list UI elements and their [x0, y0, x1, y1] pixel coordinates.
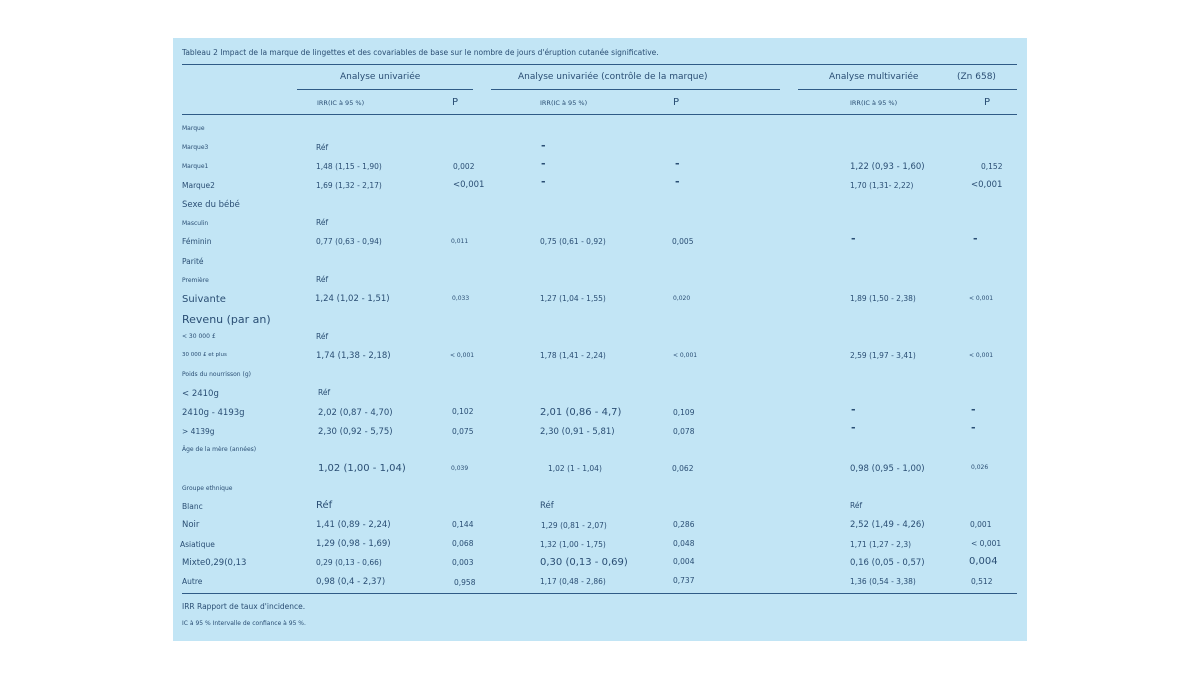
- cell-blanc-irr2: Réf: [540, 501, 554, 511]
- p-header-1: P: [452, 97, 459, 108]
- cell-noir-irr2: 1,29 (0,81 - 2,07): [541, 521, 607, 530]
- cell-masculin-irr1: Réf: [316, 218, 329, 227]
- irr-header-1: IRR(IC à 95 %): [317, 99, 365, 107]
- cell-marque1-p3: 0,152: [981, 162, 1003, 171]
- cell-age-p3: 0,026: [971, 464, 989, 471]
- cell-poids3-p1: 0,075: [452, 427, 474, 436]
- cell-poids2-p3: -: [971, 403, 976, 416]
- cell-mixte-p1: 0,003: [452, 558, 474, 567]
- header-rule: [182, 114, 1017, 115]
- section-revenu: Revenu (par an): [182, 313, 271, 326]
- section-marque: Marque: [182, 125, 205, 132]
- cell-marque2-irr1: 1,69 (1,32 - 2,17): [316, 181, 382, 190]
- cell-mixte-p2: 0,004: [673, 557, 695, 566]
- row-label-poids1: < 2410g: [182, 389, 219, 399]
- cell-asiatique-p1: 0,068: [452, 539, 474, 548]
- cell-age-irr2: 1,02 (1 - 1,04): [548, 464, 602, 473]
- cell-marque1-p2: -: [675, 157, 680, 170]
- cell-rev-ge-p1: < 0,001: [450, 352, 475, 359]
- cell-rev-ge-irr3: 2,59 (1,97 - 3,41): [850, 351, 916, 360]
- cell-marque1-irr1: 1,48 (1,15 - 1,90): [316, 162, 382, 171]
- top-rule: [182, 64, 1017, 65]
- cell-suivante-p2: 0,020: [673, 295, 691, 302]
- footnote-irr: IRR Rapport de taux d'incidence.: [182, 602, 306, 611]
- n-label: (Zn 658): [957, 72, 996, 82]
- group1-header: Analyse univariée: [340, 72, 421, 82]
- cell-marque1-p1: 0,002: [453, 162, 475, 171]
- row-label-marque1: Marque1: [182, 163, 209, 170]
- cell-asiatique-irr1: 1,29 (0,98 - 1,69): [316, 539, 391, 549]
- cell-age-irr3: 0,98 (0,95 - 1,00): [850, 464, 925, 474]
- cell-marque1-irr2: -: [541, 157, 546, 170]
- cell-asiatique-p2: 0,048: [673, 539, 695, 548]
- irr-header-2: IRR(IC à 95 %): [540, 99, 588, 107]
- group1-rule: [297, 89, 473, 90]
- cell-autre-irr2: 1,17 (0,48 - 2,86): [540, 577, 606, 586]
- irr-header-3: IRR(IC à 95 %): [850, 99, 898, 107]
- cell-suivante-p1: 0,033: [452, 295, 470, 302]
- cell-marque3-irr2: -: [541, 139, 546, 152]
- cell-feminin-irr1: 0,77 (0,63 - 0,94): [316, 237, 382, 246]
- cell-noir-p3: 0,001: [970, 520, 992, 529]
- cell-poids3-irr1: 2,30 (0,92 - 5,75): [318, 427, 393, 437]
- row-label-autre: Autre: [182, 577, 203, 586]
- row-label-mixte: Mixte0,29(0,13: [182, 558, 247, 568]
- cell-noir-irr3: 2,52 (1,49 - 4,26): [850, 520, 925, 530]
- row-label-poids2: 2410g - 4193g: [182, 408, 245, 418]
- section-parite: Parité: [182, 257, 204, 266]
- row-label-rev-ge: 30 000 £ et plus: [182, 352, 227, 358]
- group2-rule: [491, 89, 780, 90]
- cell-marque1-irr3: 1,22 (0,93 - 1,60): [850, 162, 925, 172]
- cell-poids2-irr1: 2,02 (0,87 - 4,70): [318, 408, 393, 418]
- p-header-2: P: [673, 97, 680, 108]
- row-label-poids3: > 4139g: [182, 427, 215, 436]
- cell-age-p2: 0,062: [672, 464, 694, 473]
- section-sexe: Sexe du bébé: [182, 200, 240, 210]
- row-label-feminin: Féminin: [182, 237, 212, 246]
- cell-autre-p1: 0,958: [454, 578, 476, 587]
- cell-noir-p1: 0,144: [452, 520, 474, 529]
- cell-rev-ge-p2: < 0,001: [673, 352, 698, 359]
- cell-autre-irr3: 1,36 (0,54 - 3,38): [850, 577, 916, 586]
- cell-suivante-irr1: 1,24 (1,02 - 1,51): [315, 294, 390, 304]
- cell-poids1-irr1: Réf: [318, 388, 331, 397]
- cell-blanc-irr1: Réf: [316, 500, 333, 511]
- cell-rev-ge-p3: < 0,001: [969, 352, 994, 359]
- bottom-rule: [182, 593, 1017, 594]
- cell-marque2-irr3: 1,70 (1,31- 2,22): [850, 181, 914, 190]
- cell-mixte-irr2: 0,30 (0,13 - 0,69): [540, 557, 628, 568]
- p-header-3: P: [984, 97, 991, 108]
- cell-feminin-irr2: 0,75 (0,61 - 0,92): [540, 237, 606, 246]
- cell-noir-p2: 0,286: [673, 520, 695, 529]
- row-label-suivante: Suivante: [182, 294, 226, 305]
- cell-autre-p3: 0,512: [971, 577, 993, 586]
- cell-noir-irr1: 1,41 (0,89 - 2,24): [316, 520, 391, 530]
- section-age: Âge de la mère (années): [182, 446, 257, 453]
- cell-rev-ge-irr2: 1,78 (1,41 - 2,24): [540, 351, 606, 360]
- cell-poids2-p2: 0,109: [673, 408, 695, 417]
- cell-marque2-irr2: -: [541, 175, 546, 188]
- cell-mixte-p3: 0,004: [969, 556, 998, 567]
- section-poids: Poids du nourrisson (g): [182, 371, 251, 378]
- row-label-masculin: Masculin: [182, 220, 209, 227]
- cell-poids2-p1: 0,102: [452, 407, 474, 416]
- row-label-asiatique: Asiatique: [180, 540, 215, 549]
- cell-premiere-irr1: Réf: [316, 275, 329, 284]
- cell-feminin-irr3: -: [851, 232, 856, 245]
- cell-age-p1: 0,039: [451, 465, 469, 472]
- cell-feminin-p2: 0,005: [672, 237, 694, 246]
- row-label-marque3: Marque3: [182, 144, 209, 151]
- row-label-marque2: Marque2: [182, 181, 215, 190]
- cell-rev-ge-irr1: 1,74 (1,38 - 2,18): [316, 351, 391, 361]
- footnote-ic: IC à 95 % Intervalle de confiance à 95 %.: [182, 620, 306, 627]
- cell-marque2-p1: <0,001: [453, 180, 485, 190]
- cell-marque2-p2: -: [675, 175, 680, 188]
- cell-feminin-p1: 0,011: [451, 238, 469, 245]
- cell-asiatique-irr2: 1,32 (1,00 - 1,75): [540, 540, 606, 549]
- row-label-premiere: Première: [182, 277, 209, 284]
- cell-poids3-irr3: -: [851, 421, 856, 434]
- table-caption: Tableau 2 Impact de la marque de lingettes et des covariables de base sur le nombre de jours d'éruption cutanée significative.: [182, 48, 659, 57]
- row-label-noir: Noir: [182, 520, 200, 530]
- group3-rule: [798, 89, 1017, 90]
- group3-header: Analyse multivariée: [829, 72, 919, 82]
- cell-suivante-irr2: 1,27 (1,04 - 1,55): [540, 294, 606, 303]
- cell-marque2-p3: <0,001: [971, 180, 1003, 190]
- cell-rev-lt-irr1: Réf: [316, 332, 329, 341]
- cell-poids2-irr3: -: [851, 403, 856, 416]
- cell-suivante-irr3: 1,89 (1,50 - 2,38): [850, 294, 916, 303]
- cell-asiatique-p3: < 0,001: [971, 539, 1002, 548]
- section-groupe: Groupe ethnique: [182, 485, 233, 492]
- cell-autre-irr1: 0,98 (0,4 - 2,37): [316, 577, 386, 587]
- group2-header: Analyse univariée (contrôle de la marque): [518, 72, 708, 82]
- cell-poids3-irr2: 2,30 (0,91 - 5,81): [540, 427, 615, 437]
- cell-feminin-p3: -: [973, 232, 978, 245]
- cell-poids3-p2: 0,078: [673, 427, 695, 436]
- table-panel: [173, 38, 1027, 641]
- cell-asiatique-irr3: 1,71 (1,27 - 2,3): [850, 540, 912, 549]
- cell-mixte-irr1: 0,29 (0,13 - 0,66): [316, 558, 382, 567]
- cell-poids3-p3: -: [971, 421, 976, 434]
- cell-marque3-irr1: Réf: [316, 143, 329, 152]
- cell-poids2-irr2: 2,01 (0,86 - 4,7): [540, 407, 622, 418]
- cell-mixte-irr3: 0,16 (0,05 - 0,57): [850, 558, 925, 568]
- cell-age-irr1: 1,02 (1,00 - 1,04): [318, 463, 406, 474]
- row-label-rev-lt: < 30 000 £: [182, 333, 216, 340]
- row-label-blanc: Blanc: [182, 502, 203, 511]
- cell-suivante-p3: < 0,001: [969, 295, 994, 302]
- cell-autre-p2: 0,737: [673, 576, 695, 585]
- cell-blanc-irr3: Réf: [850, 501, 863, 510]
